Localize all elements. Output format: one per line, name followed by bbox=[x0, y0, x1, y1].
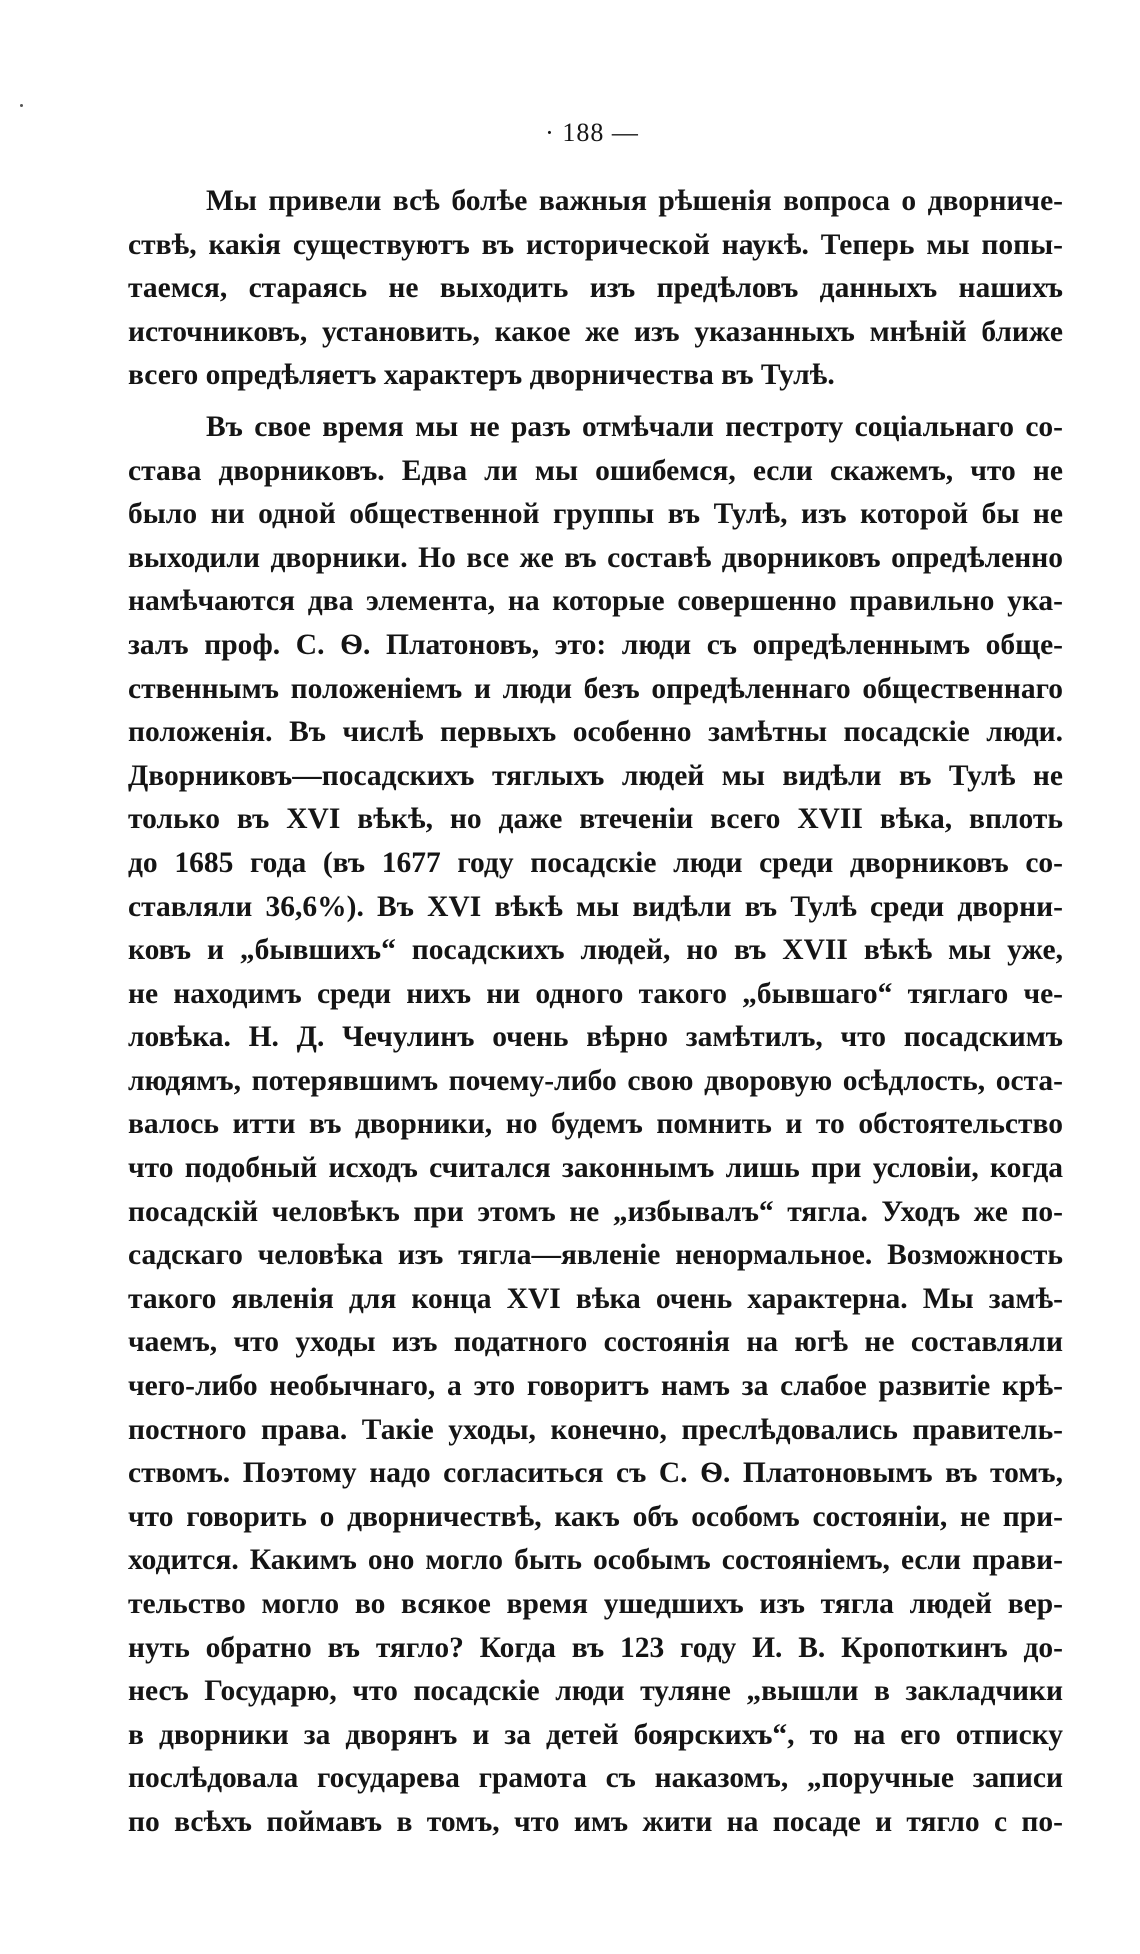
text-line: ходится. Какимъ оно могло быть особымъ состояніемъ, если прави- bbox=[128, 1544, 1063, 1577]
text-line: по всѣхъ поймавъ в томъ, что имъ жити на посаде и тягло с по- bbox=[128, 1805, 1063, 1838]
text-line: источниковъ, установить, какое же изъ указанныхъ мнѣній ближе bbox=[128, 315, 1063, 348]
text-line: нуть обратно въ тягло? Когда въ 123 году И. В. Кропоткинъ до- bbox=[128, 1631, 1063, 1664]
text-line: чего-либо необычнаго, а это говоритъ намъ за слабое развитіе крѣ- bbox=[128, 1370, 1063, 1403]
text-line: ставляли 36,6%). Въ XVI вѣкѣ мы видѣли въ Тулѣ среди дворни- bbox=[128, 890, 1063, 923]
text-line: только въ XVI вѣкѣ, но даже втеченіи всего XVII вѣка, вплоть bbox=[128, 803, 1063, 836]
text-line: залъ проф. С. Ѳ. Платоновъ, это: люди съ опредѣленнымъ обще- bbox=[128, 628, 1063, 661]
text-line: что подобный исходъ считался законнымъ лишь при условіи, когда bbox=[128, 1152, 1063, 1185]
text-line: ствомъ. Поэтому надо согласиться съ С. Ѳ. Платоновымъ въ томъ, bbox=[128, 1457, 1063, 1490]
text-line: несъ Государю, что посадскіе люди туляне „вышли в закладчики bbox=[128, 1675, 1063, 1708]
text-line: посадскій человѣкъ при этомъ не „избывалъ“ тягла. Уходъ же по- bbox=[128, 1195, 1063, 1228]
text-line: чаемъ, что уходы изъ податного состоянія на югѣ не составляли bbox=[128, 1326, 1063, 1359]
text-line: не находимъ среди нихъ ни одного такого „бывшаго“ тяглаго че- bbox=[128, 977, 1063, 1010]
page-number: · 188 — bbox=[545, 118, 639, 147]
text-line: постного права. Такіе уходы, конечно, преслѣдовались правитель- bbox=[128, 1413, 1063, 1446]
text-line: ловѣка. Н. Д. Чечулинъ очень вѣрно замѣтилъ, что посадскимъ bbox=[128, 1021, 1063, 1054]
paragraph-1 bbox=[128, 180, 1063, 398]
text-line: Въ свое время мы не разъ отмѣчали пестроту соціальнаго со- bbox=[206, 410, 1063, 443]
text-line: всего опредѣляетъ характеръ дворничества въ Тулѣ. bbox=[128, 359, 835, 392]
text-line: ствѣ, какія существуютъ въ исторической наукѣ. Теперь мы попы- bbox=[128, 228, 1063, 261]
text-line: положенія. Въ числѣ первыхъ особенно замѣтны посадскіе люди. bbox=[128, 716, 1063, 749]
text-line: выходили дворники. Но все же въ составѣ дворниковъ опредѣленно bbox=[128, 541, 1063, 574]
text-line: садскаго человѣка изъ тягла—явленіе ненормальное. Возможность bbox=[128, 1239, 1063, 1272]
text-line: было ни одной общественной группы въ Тулѣ, изъ которой бы не bbox=[128, 498, 1063, 531]
text-line: до 1685 года (въ 1677 году посадскіе люди среди дворниковъ со- bbox=[128, 846, 1063, 879]
text-line: что говорить о дворничествѣ, какъ объ особомъ состояніи, не при- bbox=[128, 1500, 1063, 1533]
text-line: Дворниковъ—посадскихъ тяглыхъ людей мы видѣли въ Тулѣ не bbox=[128, 759, 1063, 792]
text-line: таемся, стараясь не выходить изъ предѣловъ данныхъ нашихъ bbox=[128, 272, 1063, 305]
scan-speck bbox=[20, 104, 23, 107]
paragraph-2 bbox=[128, 406, 1063, 1845]
text-line: става дворниковъ. Едва ли мы ошибемся, если скажемъ, что не bbox=[128, 454, 1063, 487]
body-text bbox=[128, 180, 1063, 1845]
text-line: послѣдовала государева грамота съ наказомъ, „поручные записи bbox=[128, 1762, 1063, 1795]
text-line: намѣчаются два элемента, на которые совершенно правильно ука- bbox=[128, 585, 1063, 618]
text-line: ственнымъ положеніемъ и люди безъ опредѣленнаго общественнаго bbox=[128, 672, 1063, 705]
text-line: в дворники за дворянъ и за детей боярскихъ“, то на его отписку bbox=[128, 1718, 1063, 1751]
text-line: тельство могло во всякое время ушедшихъ изъ тягла людей вер- bbox=[128, 1588, 1063, 1620]
text-line: Мы привели всѣ болѣе важныя рѣшенія вопроса о дворниче- bbox=[206, 185, 1063, 217]
text-line: валось итти въ дворники, но будемъ помнить и то обстоятельство bbox=[128, 1108, 1063, 1141]
paragraph-gap bbox=[128, 398, 1063, 406]
text-line: людямъ, потерявшимъ почему-либо свою дворовую осѣдлость, оста- bbox=[128, 1064, 1063, 1097]
text-line: такого явленія для конца XVI вѣка очень характерна. Мы замѣ- bbox=[128, 1282, 1063, 1315]
text-line: ковъ и „бывшихъ“ посадскихъ людей, но въ XVII вѣкѣ мы уже, bbox=[128, 934, 1063, 967]
